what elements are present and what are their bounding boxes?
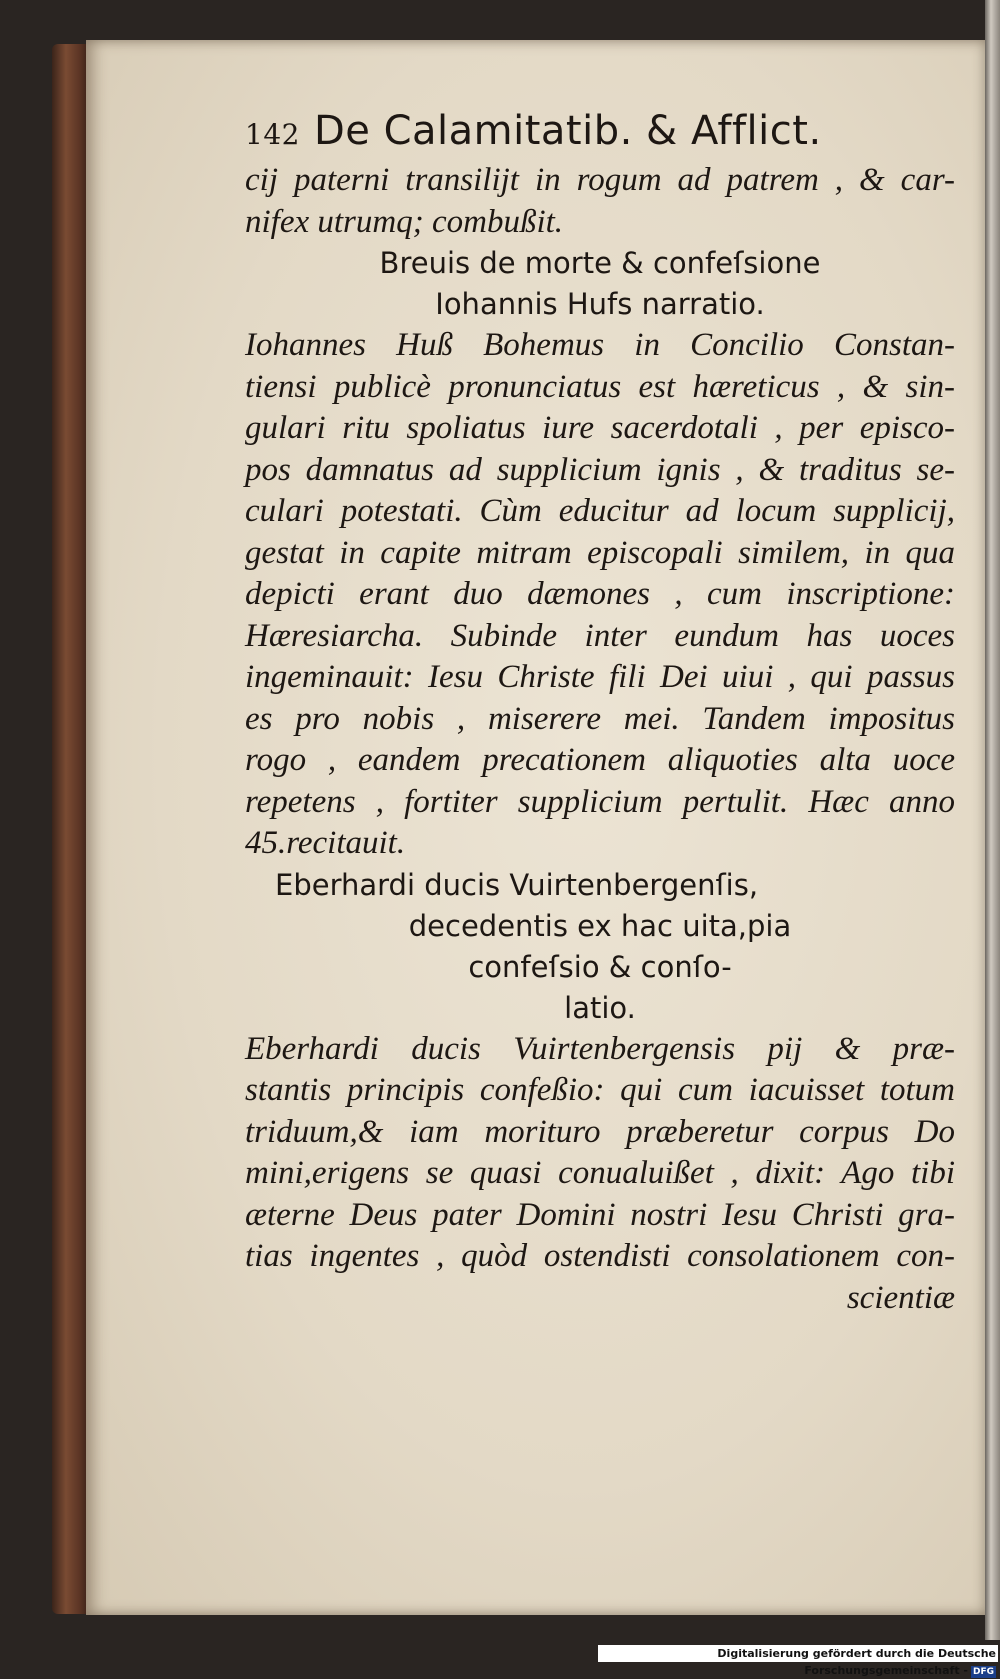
section-heading: confeſsio & conſo- [468, 949, 732, 984]
section-heading: decedentis ex hac uita,pia [408, 908, 792, 943]
text-line: ingeminauit: Iesu Christe fili Dei uiui , qui passus [245, 659, 955, 695]
catchword: scientiæ [846, 1279, 955, 1316]
text-line: Iohannes Huß Bohemus in Concilio Constan- [245, 327, 955, 363]
section-heading: Eberhardi ducis Vuirtenbergenſis, [275, 867, 759, 902]
section-heading: Iohannis Hufs narratio. [435, 287, 765, 321]
running-title: De Calamitatib. & Afflict. [313, 108, 822, 154]
section-heading: latio. [564, 990, 636, 1025]
text-line: es pro nobis , miserere mei. Tandem impositus [245, 700, 955, 737]
text-line: triduum,& iam morituro præberetur corpus Do [245, 1113, 955, 1150]
text-line: Eberhardi ducis Vuirtenbergensis pij & præ- [245, 1030, 955, 1067]
text-line: gulari ritu spoliatus iure sacerdotali , per episco- [245, 410, 955, 446]
text-line: stantis principis confeßio: qui cum iacuisset totum [245, 1072, 955, 1108]
page-right-edge [985, 0, 1000, 1640]
text-line: pos damnatus ad supplicium ignis , & traditus se- [245, 451, 955, 488]
page-text [245, 108, 955, 1319]
page-number: 142 [245, 118, 300, 151]
dfg-logo: DFG [972, 1667, 994, 1677]
text-line: nifex utrumq; combußit. [245, 203, 564, 240]
text-line: repetens , fortiter supplicium pertulit. Hæc anno [245, 783, 955, 820]
digitization-credit [598, 1645, 998, 1677]
text-line: cij paterni transilijt in rogum ad patrem , & car- [245, 162, 955, 198]
text-line: depicti erant duo dæmones , cum inscriptione: [245, 576, 955, 612]
text-line: rogo , eandem precationem aliquoties alta uoce [245, 742, 955, 778]
text-line: Hæresiarcha. Subinde inter eundum has uoces [245, 617, 955, 654]
text-line: tias ingentes , quòd ostendisti consolationem con- [245, 1238, 955, 1274]
text-line: mini,erigens se quasi conualuißet , dixit: Ago tibi [245, 1155, 955, 1191]
text-line: 45.recitauit. [245, 825, 406, 861]
text-line: æterne Deus pater Domini nostri Iesu Christi gra- [245, 1196, 955, 1233]
section-heading: Breuis de morte & confeſsione [379, 246, 821, 280]
credit-text: Digitalisierung gefördert durch die Deutsche Forschungsgemeinschaft - [717, 1647, 996, 1677]
text-line: culari potestati. Cùm educitur ad locum supplicij, [245, 493, 955, 529]
text-line: tiensi publicè pronunciatus est hæreticus , & sin- [245, 368, 955, 405]
running-header [245, 108, 955, 160]
text-line: gestat in capite mitram episcopali similem, in qua [245, 534, 955, 571]
